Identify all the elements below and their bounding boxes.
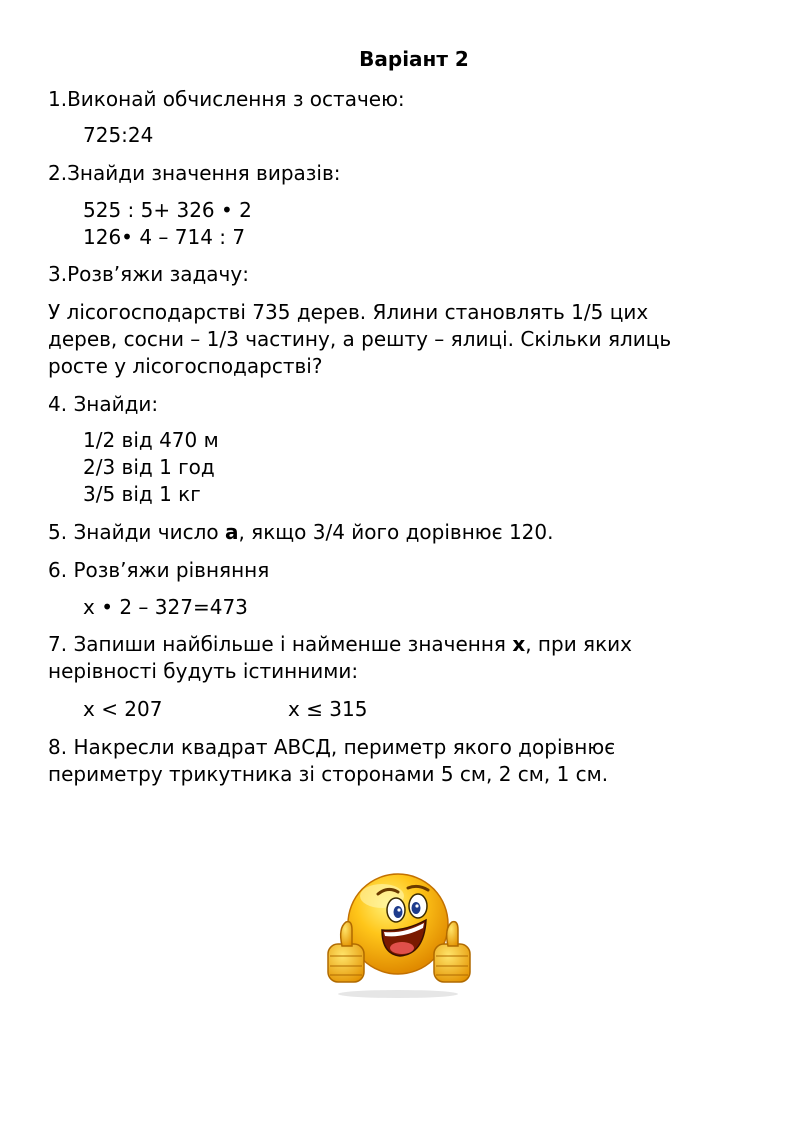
- task-7-inequality-1: х < 207: [83, 697, 163, 721]
- thumbs-up-smiley-icon: [320, 866, 475, 1001]
- task-7-inequality-2: х ≤ 315: [288, 697, 368, 721]
- task-3-text-line-3: росте у лісогосподарстві?: [48, 354, 323, 378]
- task-5-variable: а: [224, 520, 239, 544]
- task-7-text-line-2: нерівності будуть істинними:: [48, 659, 359, 683]
- task-3-text-line-1: У лісогосподарстві 735 дерев. Ялини становлять 1/5 цих: [48, 300, 649, 324]
- task-7-text-line-1: [48, 631, 632, 658]
- task-3-problem-text: [48, 299, 748, 380]
- task-3-text-line-2: дерев, сосни – 1/3 частину, а решту – ялиці. Скільки ялиць: [48, 327, 672, 351]
- page-title: Варіант 2: [359, 47, 469, 71]
- task-5-text: [48, 519, 554, 546]
- task-1-expression: 725:24: [83, 123, 154, 147]
- task-4-item-2: 2/3 від 1 год: [83, 455, 215, 479]
- task-7-suffix: , при яких: [525, 632, 633, 656]
- task-8-text-line-2: периметру трикутника зі сторонами 5 см, 2 см, 1 см.: [48, 762, 609, 786]
- task-2-heading: 2.Знайди значення виразів:: [48, 161, 341, 185]
- task-4-item-3: 3/5 від 1 кг: [83, 482, 201, 506]
- task-4-item-1: 1/2 від 470 м: [83, 428, 219, 452]
- task-4-heading: 4. Знайди:: [48, 392, 159, 416]
- task-3-heading: 3.Розв’яжи задачу:: [48, 262, 249, 286]
- task-8-text-line-1: 8. Накресли квадрат АВСД, периметр якого дорівнює: [48, 735, 616, 759]
- task-6-heading: 6. Розв’яжи рівняння: [48, 558, 270, 582]
- task-7-inequalities: [83, 696, 368, 723]
- task-5-prefix: 5. Знайди число: [48, 520, 225, 544]
- task-6-equation: х • 2 – 327=473: [83, 595, 248, 619]
- task-5-suffix: , якщо 3/4 його дорівнює 120.: [238, 520, 554, 544]
- task-2-expression-1: 525 : 5+ 326 • 2: [83, 198, 252, 222]
- task-2-expression-2: 126• 4 – 714 : 7: [83, 225, 246, 249]
- task-1-heading: 1.Виконай обчислення з остачею:: [48, 87, 405, 111]
- task-7-prefix: 7. Запиши найбільше і найменше значення: [48, 632, 513, 656]
- task-7-variable: х: [512, 632, 526, 656]
